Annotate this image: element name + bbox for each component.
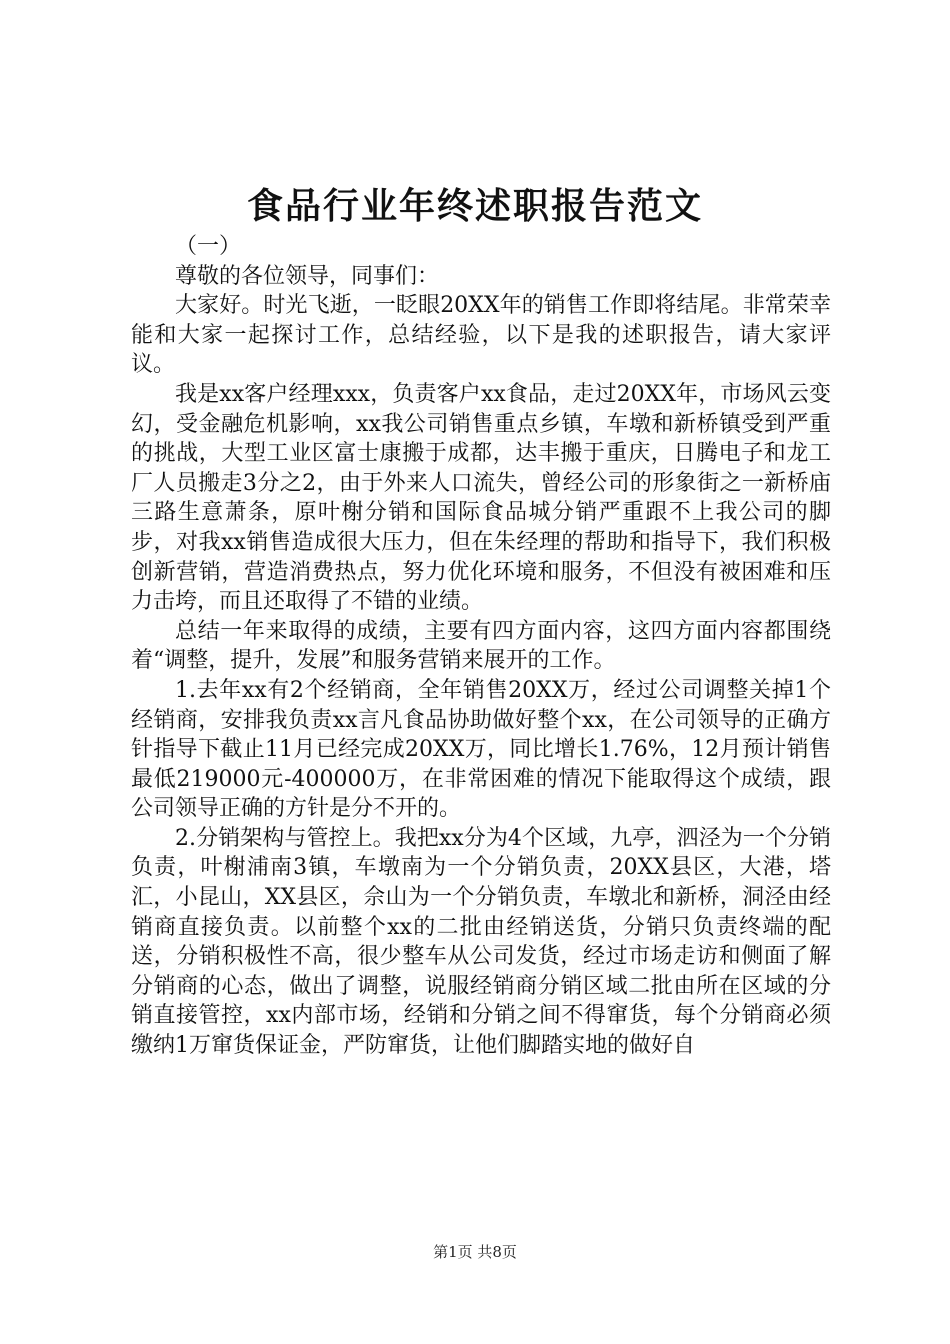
paragraph: 我是xx客户经理xxx，负责客户xx食品，走过20XX年，市场风云变幻，受金融危机影响，xx我公司销售重点乡镇，车墩和新桥镇受到严重的挑战，大型工业区富士康搬于成都，达丰搬于重庆，日腾电子和龙工厂人员搬走3分之2，由于外来人口流失，曾经公司的形象街之一新桥庙三路生意萧条，原叶榭分销和国际食品城分销严重跟不上我公司的脚步，对我xx销售造成很大压力，但在朱经理的帮助和指导下，我们积极创新营销，营造消费热点，努力优化环境和服务，不但没有被困难和压力击垮，而且还取得了不错的业绩。 xyxy=(131,381,831,615)
document-title: 食品行业年终述职报告范文 xyxy=(246,185,703,227)
document-body xyxy=(131,232,831,1061)
salutation: 尊敬的各位领导，同事们： xyxy=(175,263,440,289)
paragraph: 2.分销架构与管控上。我把xx分为4个区域，九亭，泗泾为一个分销负责，叶榭浦南3镇，车墩南为一个分销负责，20XX县区，大港，塔汇，小昆山，XX县区，佘山为一个分销负责，车墩北和新桥，洞泾由经销商直接负责。以前整个xx的二批由经销送货，分销只负责终端的配送，分销积极性不高，很少整车从公司发货，经过市场走访和侧面了解分销商的心态，做出了调整，说服经销商分销区域二批由所在区域的分销直接管控，xx内部市场，经销和分销之间不得窜货，每个分销商必须缴纳1万窜货保证金，严防窜货，让他们脚踏实地的做好自 xyxy=(131,825,831,1059)
paragraph: 大家好。时光飞逝，一眨眼20XX年的销售工作即将结尾。非常荣幸能和大家一起探讨工作，总结经验，以下是我的述职报告，请大家评议。 xyxy=(131,293,831,378)
section-number: （一） xyxy=(175,234,242,259)
paragraph: 总结一年来取得的成绩，主要有四方面内容，这四方面内容都围绕着“调整，提升，发展”和服务营销来展开的工作。 xyxy=(131,618,831,674)
paragraph: 1.去年xx有2个经销商，全年销售20XX万，经过公司调整关掉1个经销商，安排我负责xx言凡食品协助做好整个xx，在公司领导的正确方针指导下截止11月已经完成20XX万，同比增长1.76%，12月预计销售最低219000元-400000万，在非常困难的情况下能取得这个成绩，跟公司领导正确的方针是分不开的。 xyxy=(131,677,831,822)
page-footer: 第1页 共8页 xyxy=(433,1243,517,1261)
